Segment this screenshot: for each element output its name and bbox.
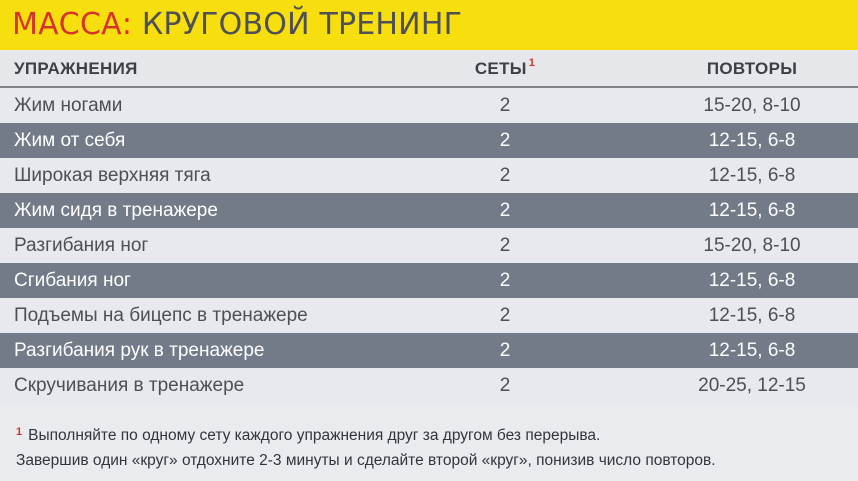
table-body (0, 88, 858, 403)
cell-sets: 2 (499, 304, 511, 326)
header-sets-label: СЕТЫ (474, 59, 527, 78)
table-row (0, 333, 858, 368)
header-sets (460, 52, 550, 86)
cell-exercise: Разгибания рук в тренажере (14, 339, 265, 361)
workout-table (0, 52, 858, 403)
cell-sets: 2 (499, 374, 511, 396)
header-exercise: УПРАЖНЕНИЯ (14, 59, 138, 78)
table-row (0, 298, 858, 333)
footnote (16, 424, 846, 473)
cell-sets: 2 (499, 234, 511, 256)
cell-exercise: Жим сидя в тренажере (14, 199, 218, 221)
table-row (0, 88, 858, 123)
cell-exercise: Подъемы на бицепс в тренажере (14, 304, 308, 326)
cell-exercise: Широкая верхняя тяга (14, 164, 211, 186)
cell-sets: 2 (499, 129, 511, 151)
cell-reps: 20-25, 12-15 (698, 374, 806, 396)
cell-reps: 12-15, 6-8 (708, 339, 796, 361)
table-row (0, 193, 858, 228)
cell-exercise: Скручивания в тренажере (14, 374, 245, 396)
table-row (0, 228, 858, 263)
cell-sets: 2 (499, 199, 511, 221)
cell-sets: 2 (499, 164, 511, 186)
cell-exercise: Разгибания ног (14, 234, 149, 256)
page-title (12, 6, 462, 44)
header-reps: ПОВТОРЫ (706, 59, 798, 78)
table-header (0, 52, 858, 88)
footnote-line-2: Завершив один «круг» отдохните 2-3 минуты и сделайте второй «круг», понизив число повторов. (16, 452, 716, 469)
cell-exercise: Сгибания ног (14, 269, 131, 291)
table-row (0, 158, 858, 193)
cell-reps: 15-20, 8-10 (703, 234, 801, 256)
footnote-line-1 (16, 424, 846, 449)
title-text: КРУГОВОЙ ТРЕНИНГ (141, 7, 463, 42)
cell-sets: 2 (499, 269, 511, 291)
cell-reps: 12-15, 6-8 (708, 129, 796, 151)
footnote-text-1: Выполняйте по одному сету каждого упражнения друг за другом без перерыва. (28, 427, 601, 444)
table-row (0, 263, 858, 298)
cell-reps: 12-15, 6-8 (708, 269, 796, 291)
cell-exercise: Жим от себя (14, 129, 126, 151)
title-accent: МАССА: (12, 7, 133, 42)
cell-sets: 2 (499, 94, 511, 116)
cell-sets: 2 (499, 339, 511, 361)
cell-reps: 12-15, 6-8 (708, 199, 796, 221)
cell-reps: 15-20, 8-10 (703, 94, 801, 116)
cell-reps: 12-15, 6-8 (708, 304, 796, 326)
cell-reps: 12-15, 6-8 (708, 164, 796, 186)
cell-exercise: Жим ногами (14, 94, 123, 116)
table-row (0, 368, 858, 403)
footnote-mark: 1 (16, 426, 23, 438)
footnote-marker: 1 (528, 57, 536, 69)
table-row (0, 123, 858, 158)
